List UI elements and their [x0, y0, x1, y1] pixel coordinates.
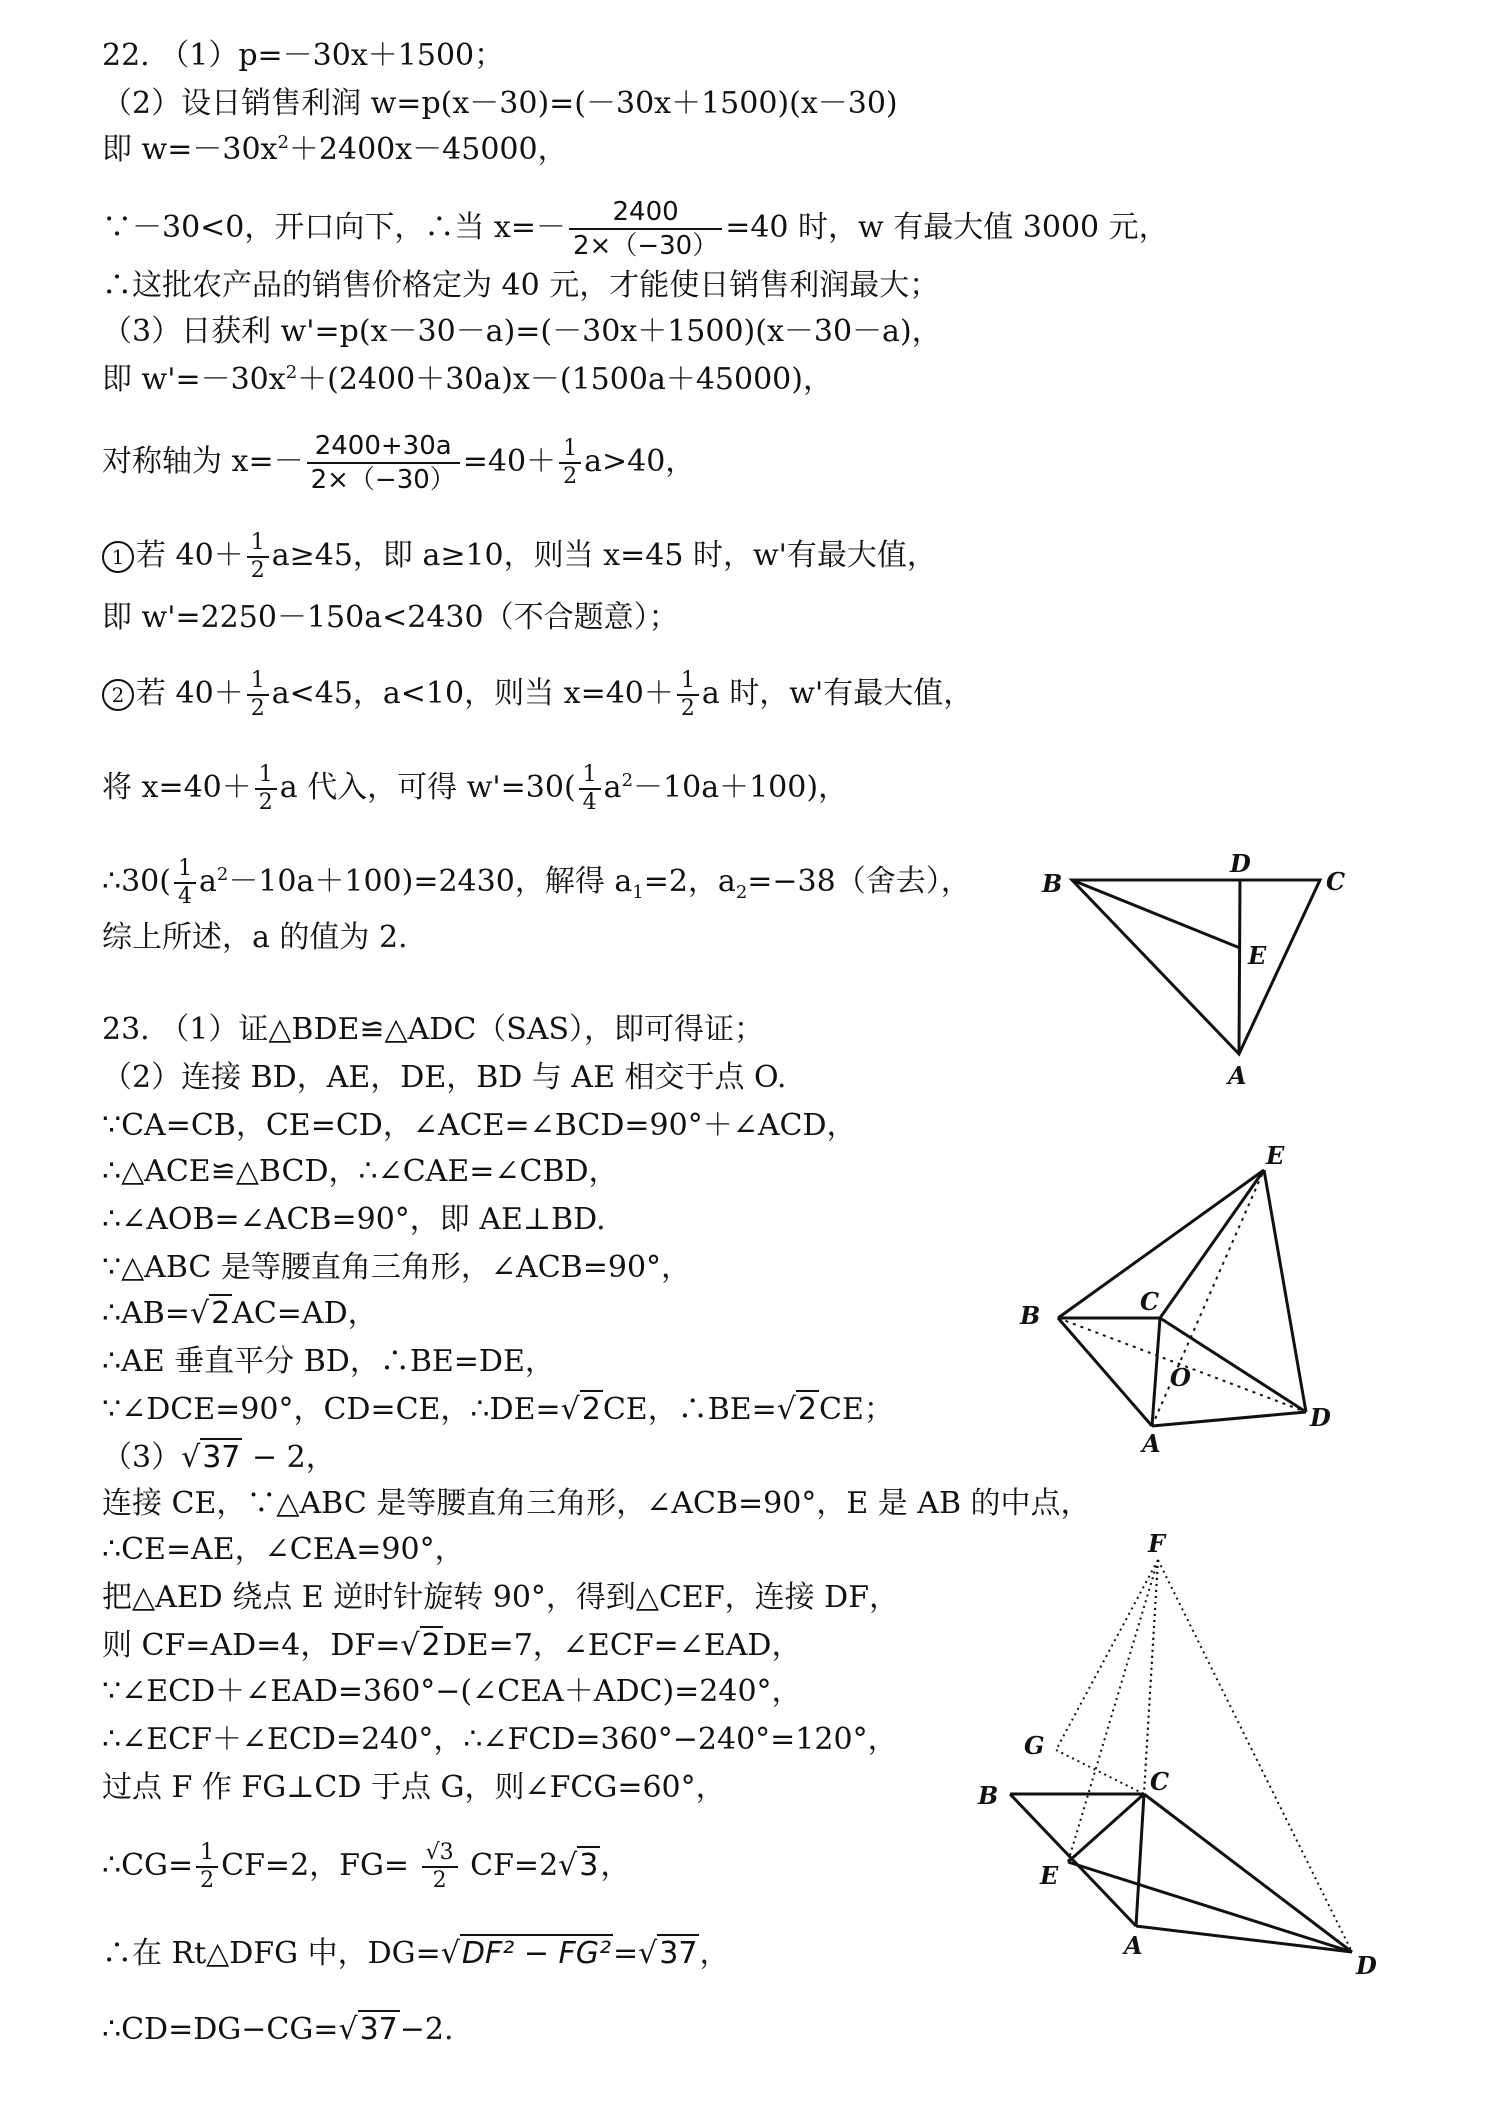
- label-d: D: [1356, 1951, 1377, 1980]
- q22-line-8: 对称轴为 x=－ $\frac{2400+30a}{2\times(-30)}$ =40＋ $\frac{1}{2}$ a>40，: [102, 431, 696, 495]
- q23-line-6: ∵△ABC 是等腰直角三角形，∠ACB=90°，: [102, 1250, 692, 1285]
- fraction: $\frac{1}{2}$: [255, 762, 277, 816]
- fraction: $\frac{1}{2}$: [196, 1840, 218, 1894]
- q23-line-14: 则 CF=AD=4，DF=√2DE=7，∠ECF=∠EAD，: [102, 1626, 801, 1666]
- figure-1-triangle: [1040, 840, 1360, 1090]
- q23-line-4: ∴△ACE≌△BCD，∴∠CAE=∠CBD，: [102, 1154, 619, 1189]
- segment-fd: [1158, 1560, 1352, 1952]
- q22-line-5: ∴这批农产品的销售价格定为 40 元，才能使日销售利润最大；: [102, 268, 940, 303]
- sqrt: √37: [638, 1936, 698, 1971]
- segment-ba: [1058, 1318, 1152, 1426]
- sqrt: √2: [776, 1392, 817, 1427]
- segment-cd: [1144, 1794, 1352, 1952]
- q23-line-19: ∴在 Rt△DFG 中，DG=√DF² − FG²=√37，: [102, 1934, 729, 1974]
- q23-line-18: ∴CG= $\frac{1}{2}$ CF=2，FG= $\frac{√3}{2}$ CF=2√3，: [102, 1840, 631, 1893]
- segment-ba: [1010, 1794, 1136, 1926]
- label-c: C: [1140, 1287, 1160, 1316]
- segment-ed: [1264, 1170, 1306, 1412]
- sqrt: √2: [400, 1628, 441, 1663]
- circled-number: 1: [102, 541, 134, 573]
- q23-line-12: ∴CE=AE，∠CEA=90°，: [102, 1532, 465, 1567]
- q22-line-3: 即 $w=-30x^2+2400x-45000$，: [102, 132, 568, 167]
- q23-line-5: ∴∠AOB=∠ACB=90°，即 AE⊥BD.: [102, 1202, 606, 1237]
- q23-line-20: ∴CD=DG−CG=√37−2.: [102, 2010, 454, 2050]
- q23-line-16: ∴∠ECF＋∠ECD=240°，∴∠FCD=360°−240°=120°，: [102, 1722, 898, 1757]
- label-d: D: [1310, 1403, 1331, 1432]
- label-e: E: [1248, 941, 1267, 970]
- q23-line-15: ∵∠ECD＋∠EAD=360°−(∠CEA＋ADC)=240°，: [102, 1674, 802, 1709]
- q23-line-17: 过点 F 作 FG⊥CD 于点 G，则∠FCG=60°，: [102, 1770, 726, 1805]
- fraction: $\frac{1}{2}$: [559, 436, 581, 490]
- label-f: F: [1148, 1530, 1166, 1558]
- q22-line-2: （2）设日销售利润 w=p(x－30)=(－30x＋1500)(x－30): [102, 86, 898, 121]
- label-e: E: [1040, 1861, 1059, 1890]
- sqrt: √DF² − FG²: [440, 1936, 612, 1971]
- figure-3-rotation: [960, 1530, 1380, 1980]
- label-b: B: [1042, 869, 1063, 898]
- q23-line-3: ∵CA=CB，CE=CD，∠ACE=∠BCD=90°＋∠ACD，: [102, 1108, 857, 1143]
- fraction: $\frac{2400}{2\times(-30)}$: [569, 196, 722, 262]
- q23-line-2: （2）连接 BD，AE，DE，BD 与 AE 相交于点 O.: [102, 1060, 787, 1095]
- label-b: B: [1020, 1301, 1041, 1330]
- fraction: $\frac{√3}{2}$: [422, 1840, 458, 1894]
- q23-line-10: （3）√37 − 2，: [102, 1438, 336, 1478]
- fraction: $\frac{1}{4}$: [579, 762, 601, 816]
- q23-line-13: 把△AED 绕点 E 逆时针旋转 90°，得到△CEF，连接 DF，: [102, 1580, 900, 1615]
- q22-line-13: ∴30( $\frac{1}{4}$ $a^2-10a+100)=2430$，解得 $a_1=2$，$a_2=-38$（舍去），: [102, 856, 971, 909]
- q22-line-7: 即 $w'=-30x^2+(2400+30a)x-(1500a+45000)$，: [102, 362, 833, 397]
- fraction: $\frac{1}{4}$: [174, 856, 196, 910]
- fraction: $\frac{1}{2}$: [677, 668, 699, 722]
- sqrt: √2: [560, 1392, 601, 1427]
- label-o: O: [1170, 1363, 1191, 1392]
- fraction: $\frac{1}{2}$: [247, 668, 269, 722]
- q22-line-12: 将 x=40＋ $\frac{1}{2}$ a 代入，可得 w'=30( $\frac{1}{4}$ $a^2-10a+100$)，: [102, 762, 849, 815]
- segment-ec: [1068, 1794, 1144, 1862]
- segment-ad: [1136, 1926, 1352, 1952]
- label-c: C: [1326, 867, 1346, 896]
- q22-line-1: 22. （1）p=－30x＋1500；: [102, 38, 505, 73]
- segment-da: [1239, 880, 1240, 1054]
- fraction: $\frac{2400+30a}{2\times(-30)}$: [307, 430, 460, 496]
- label-e: E: [1266, 1141, 1285, 1170]
- segment-ce: [1160, 1170, 1264, 1318]
- q22-line-9: 1 若 40＋ $\frac{1}{2}$ a≥45，即 a≥10，则当 x=45 时，w'有最大值，: [102, 530, 937, 584]
- segment-ed: [1068, 1862, 1352, 1952]
- fraction: $\frac{1}{2}$: [247, 530, 269, 584]
- q22-line-10: 即 w'=2250－150a<2430（不合题意）；: [102, 600, 679, 635]
- q22-line-4: ∵－30<0，开口向下，∴当 x=－ $\frac{2400}{2\times(-30)}$ =40 时，w 有最大值 3000 元，: [102, 197, 1169, 261]
- label-d: D: [1230, 849, 1251, 878]
- q23-line-7: ∴AB=√2AC=AD，: [102, 1294, 378, 1334]
- triangle-bca: [1072, 880, 1320, 1054]
- circled-number: 2: [102, 679, 134, 711]
- label-g: G: [1024, 1731, 1045, 1760]
- sqrt: √37: [338, 2012, 398, 2047]
- segment-be: [1058, 1170, 1264, 1318]
- q22-line-14: 综上所述，a 的值为 2.: [102, 920, 408, 955]
- sqrt: √2: [189, 1296, 231, 1331]
- q23-line-8: ∴AE 垂直平分 BD，∴BE=DE，: [102, 1344, 555, 1379]
- label-a: A: [1124, 1931, 1143, 1960]
- segment-fg: [1056, 1560, 1158, 1750]
- segment-be: [1072, 880, 1240, 948]
- sqrt: √37: [181, 1440, 241, 1475]
- label-a: A: [1142, 1429, 1161, 1458]
- label-c: C: [1150, 1767, 1170, 1796]
- label-b: B: [978, 1781, 999, 1810]
- figure-2-quadrilateral: [1010, 1140, 1360, 1460]
- q23-line-1: 23. （1）证△BDE≌△ADC（SAS），即可得证；: [102, 1012, 765, 1047]
- sqrt: √3: [558, 1848, 599, 1883]
- q23-line-9: ∵∠DCE=90°，CD=CE，∴DE=√2CE，∴BE=√2CE；: [102, 1390, 894, 1430]
- q22-line-6: （3）日获利 w'=p(x－30－a)=(－30x＋1500)(x－30－a)，: [102, 314, 942, 349]
- segment-fe: [1068, 1560, 1158, 1862]
- segment-ad: [1152, 1412, 1306, 1426]
- q22-line-11: 2 若 40＋ $\frac{1}{2}$ a<45，a<10，则当 x=40＋ $\frac{1}{2}$ a 时，w'有最大值，: [102, 668, 973, 722]
- q23-line-11: 连接 CE，∵△ABC 是等腰直角三角形，∠ACB=90°，E 是 AB 的中点，: [102, 1486, 1091, 1521]
- label-a: A: [1228, 1061, 1247, 1090]
